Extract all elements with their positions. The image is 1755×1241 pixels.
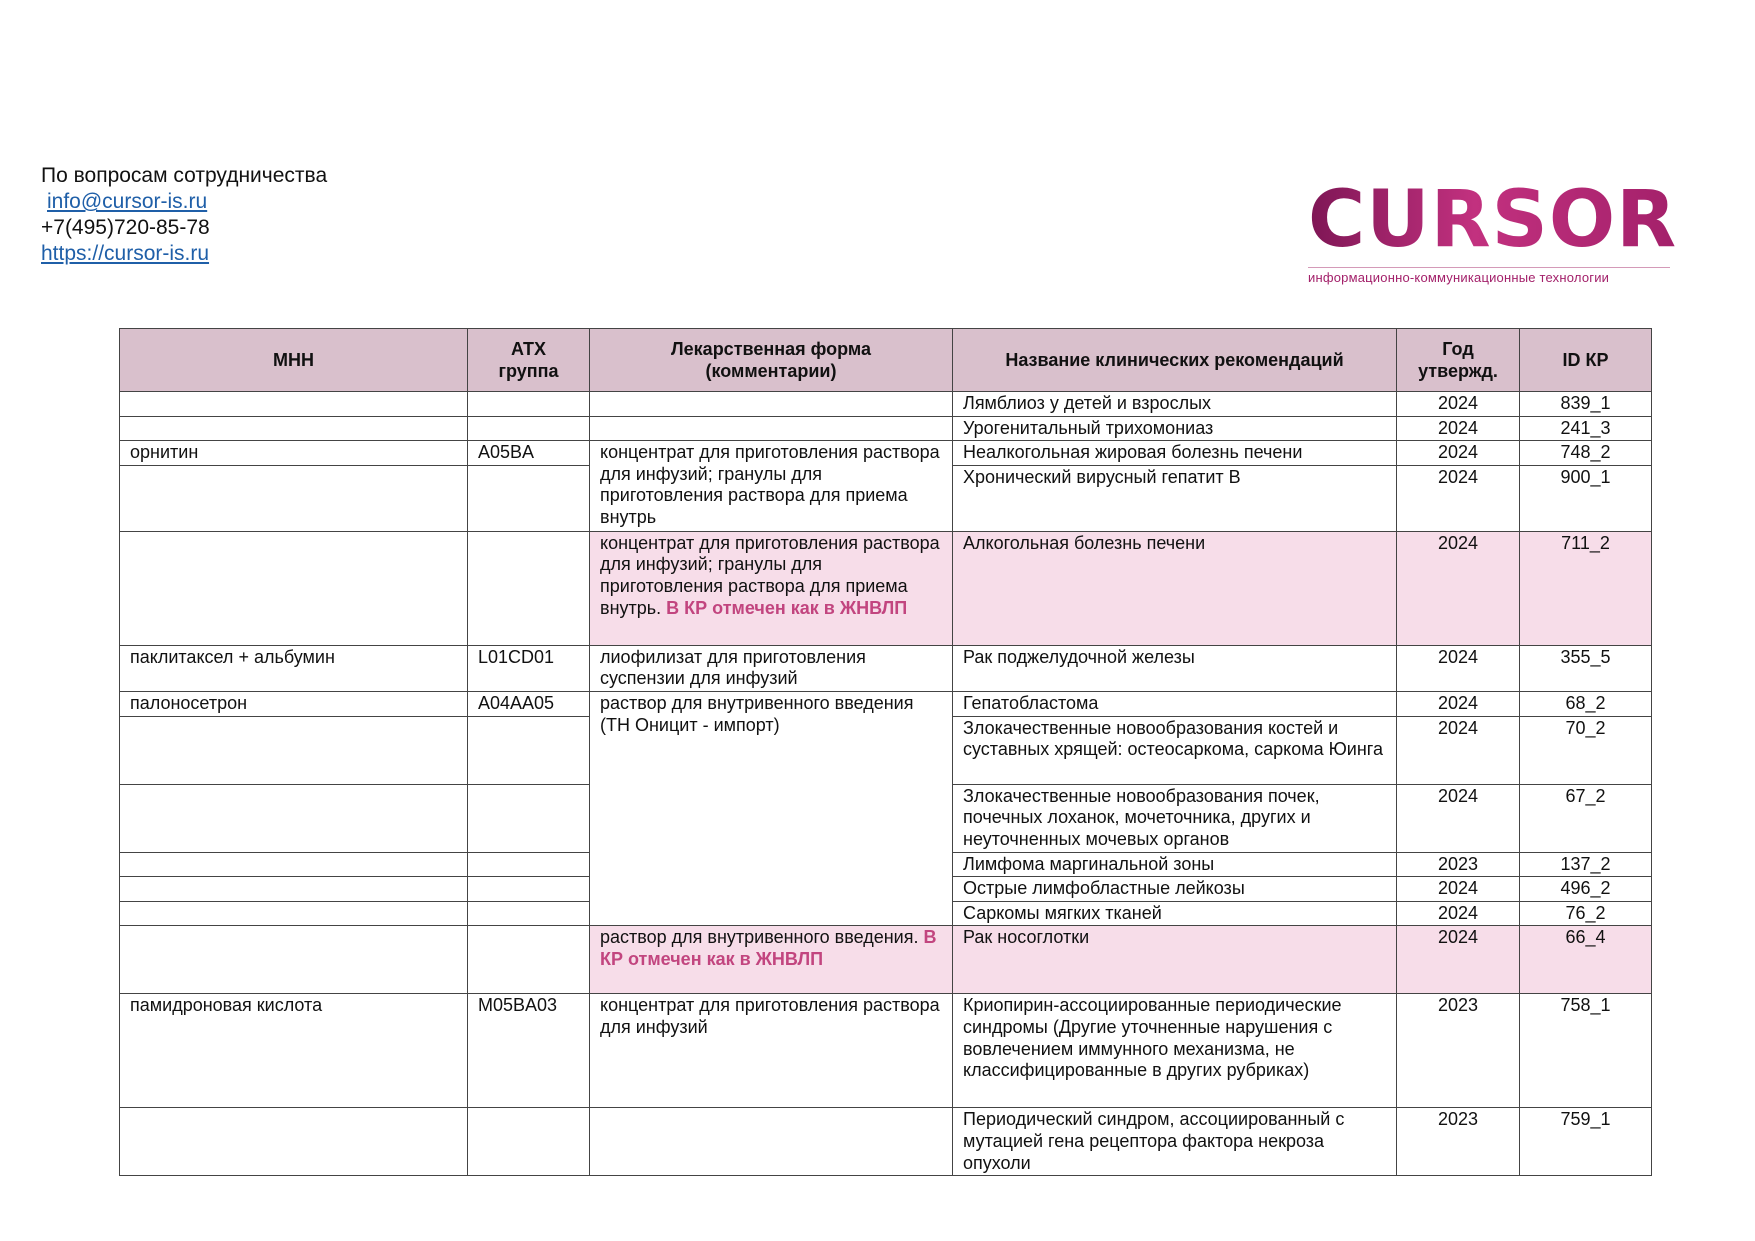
- cell-form: раствор для внутривенного введения. В КР отмечен как в ЖНВЛП: [590, 926, 953, 994]
- cell-id: 759_1: [1520, 1108, 1652, 1176]
- cell-year: 2024: [1397, 784, 1520, 852]
- table-row: [120, 691, 1652, 716]
- header-kr-name: Название клинических рекомендаций: [953, 329, 1397, 392]
- cell-mnn: [120, 465, 468, 531]
- header-id: ID КР: [1520, 329, 1652, 392]
- contacts-heading: По вопросам сотрудничества: [41, 164, 328, 187]
- cell-year: 2024: [1397, 716, 1520, 784]
- cell-mnn: [120, 901, 468, 926]
- cell-atc: [468, 531, 590, 645]
- cell-form: [590, 392, 953, 417]
- cell-atc: [468, 1108, 590, 1176]
- zhnvlp-note: В КР отмечен как в ЖНВЛП: [600, 927, 937, 969]
- cell-atc: [468, 926, 590, 994]
- cell-atc: A05BA: [468, 441, 590, 466]
- cell-atc: A04AA05: [468, 691, 590, 716]
- cell-mnn: орнитин: [120, 441, 468, 466]
- table-row: [120, 1108, 1652, 1176]
- cell-year: 2023: [1397, 1108, 1520, 1176]
- cell-kr-name: Лимфома маргинальной зоны: [953, 852, 1397, 877]
- clinical-recommendations-table: [119, 328, 1652, 1176]
- cell-kr-name: Рак носоглотки: [953, 926, 1397, 994]
- logo-divider: [1308, 267, 1670, 268]
- cell-id: 711_2: [1520, 531, 1652, 645]
- cell-mnn: [120, 926, 468, 994]
- cell-atc: [468, 416, 590, 441]
- cell-id: 839_1: [1520, 392, 1652, 417]
- cell-atc: [468, 901, 590, 926]
- cell-mnn: памидроновая кислота: [120, 994, 468, 1108]
- table-row: [120, 441, 1652, 466]
- cell-year: 2024: [1397, 926, 1520, 994]
- cell-atc: [468, 392, 590, 417]
- cell-id: 137_2: [1520, 852, 1652, 877]
- cell-kr-name: Криопирин-ассоциированные периодические синдромы (Другие уточненные нарушения с вовлечением иммунного механизма, не классифицированные в других рубриках): [953, 994, 1397, 1108]
- cell-atc: M05BA03: [468, 994, 590, 1108]
- cell-atc: [468, 852, 590, 877]
- table-row: [120, 994, 1652, 1108]
- cell-mnn: [120, 716, 468, 784]
- cell-mnn: [120, 877, 468, 902]
- cell-kr-name: Хронический вирусный гепатит В: [953, 465, 1397, 531]
- cell-id: 76_2: [1520, 901, 1652, 926]
- logo-tagline: информационно-коммуникационные технологии: [1308, 270, 1610, 285]
- cell-id: 67_2: [1520, 784, 1652, 852]
- cell-id: 241_3: [1520, 416, 1652, 441]
- cell-form: раствор для внутривенного введения (ТН Оницит - импорт): [590, 691, 953, 925]
- cell-year: 2023: [1397, 852, 1520, 877]
- table-row: [120, 416, 1652, 441]
- cell-atc: [468, 784, 590, 852]
- email-link[interactable]: info@cursor-is.ru: [47, 190, 208, 213]
- table-header-row: [120, 329, 1652, 392]
- cell-kr-name: Саркомы мягких тканей: [953, 901, 1397, 926]
- header-atc: АТХ группа: [468, 329, 590, 392]
- cell-id: 900_1: [1520, 465, 1652, 531]
- cell-mnn: [120, 852, 468, 877]
- cell-mnn: [120, 416, 468, 441]
- cell-mnn: [120, 1108, 468, 1176]
- cell-form: [590, 416, 953, 441]
- cell-year: 2024: [1397, 645, 1520, 691]
- cell-id: 758_1: [1520, 994, 1652, 1108]
- cell-year: 2024: [1397, 531, 1520, 645]
- site-link[interactable]: https://cursor-is.ru: [41, 242, 210, 265]
- cell-year: 2024: [1397, 901, 1520, 926]
- cell-kr-name: Неалкогольная жировая болезнь печени: [953, 441, 1397, 466]
- cell-kr-name: Злокачественные новообразования почек, почечных лоханок, мочеточника, других и неуточненных мочевых органов: [953, 784, 1397, 852]
- table-row: [120, 392, 1652, 417]
- cell-id: 70_2: [1520, 716, 1652, 784]
- table-row: [120, 645, 1652, 691]
- cell-atc: [468, 716, 590, 784]
- cell-kr-name: Лямблиоз у детей и взрослых: [953, 392, 1397, 417]
- cursor-logo: [1308, 175, 1678, 285]
- cell-year: 2024: [1397, 441, 1520, 466]
- zhnvlp-note: В КР отмечен как в ЖНВЛП: [666, 597, 908, 618]
- cell-year: 2024: [1397, 392, 1520, 417]
- cell-year: 2024: [1397, 877, 1520, 902]
- cell-mnn: [120, 531, 468, 645]
- cell-id: 748_2: [1520, 441, 1652, 466]
- cell-mnn: палоносетрон: [120, 691, 468, 716]
- table-row: [120, 926, 1652, 994]
- cell-mnn: паклитаксел + альбумин: [120, 645, 468, 691]
- cell-id: 66_4: [1520, 926, 1652, 994]
- cell-form: концентрат для приготовления раствора для инфузий: [590, 994, 953, 1108]
- cell-id: 355_5: [1520, 645, 1652, 691]
- cell-year: 2024: [1397, 465, 1520, 531]
- contacts-block: [41, 163, 327, 267]
- cell-mnn: [120, 392, 468, 417]
- cell-form: концентрат для приготовления раствора для инфузий; гранулы для приготовления раствора для приема внутрь: [590, 441, 953, 532]
- cell-id: 68_2: [1520, 691, 1652, 716]
- cell-kr-name: Острые лимфобластные лейкозы: [953, 877, 1397, 902]
- logo-wordmark: CURSOR: [1308, 175, 1678, 265]
- cell-form: лиофилизат для приготовления суспензии для инфузий: [590, 645, 953, 691]
- cell-kr-name: Гепатобластома: [953, 691, 1397, 716]
- cell-kr-name: Злокачественные новообразования костей и суставных хрящей: остеосаркома, саркома Юинга: [953, 716, 1397, 784]
- cell-atc: [468, 877, 590, 902]
- table-row: [120, 531, 1652, 645]
- cell-atc: [468, 465, 590, 531]
- cell-kr-name: Рак поджелудочной железы: [953, 645, 1397, 691]
- cell-year: 2024: [1397, 691, 1520, 716]
- cell-year: 2024: [1397, 416, 1520, 441]
- cell-id: 496_2: [1520, 877, 1652, 902]
- header-year: Год утвержд.: [1397, 329, 1520, 392]
- cell-kr-name: Периодический синдром, ассоциированный с мутацией гена рецептора фактора некроза опухоли: [953, 1108, 1397, 1176]
- header-mnn: МНН: [120, 329, 468, 392]
- cell-form: [590, 1108, 953, 1176]
- header-form: Лекарственная форма (комментарии): [590, 329, 953, 392]
- cell-mnn: [120, 784, 468, 852]
- cell-kr-name: Алкогольная болезнь печени: [953, 531, 1397, 645]
- phone-number: +7(495)720-85-78: [41, 216, 210, 239]
- cell-kr-name: Урогенитальный трихомониаз: [953, 416, 1397, 441]
- cell-atc: L01CD01: [468, 645, 590, 691]
- cell-year: 2023: [1397, 994, 1520, 1108]
- cell-form: концентрат для приготовления раствора для инфузий; гранулы для приготовления раствора для приема внутрь. В КР отмечен как в ЖНВЛП: [590, 531, 953, 645]
